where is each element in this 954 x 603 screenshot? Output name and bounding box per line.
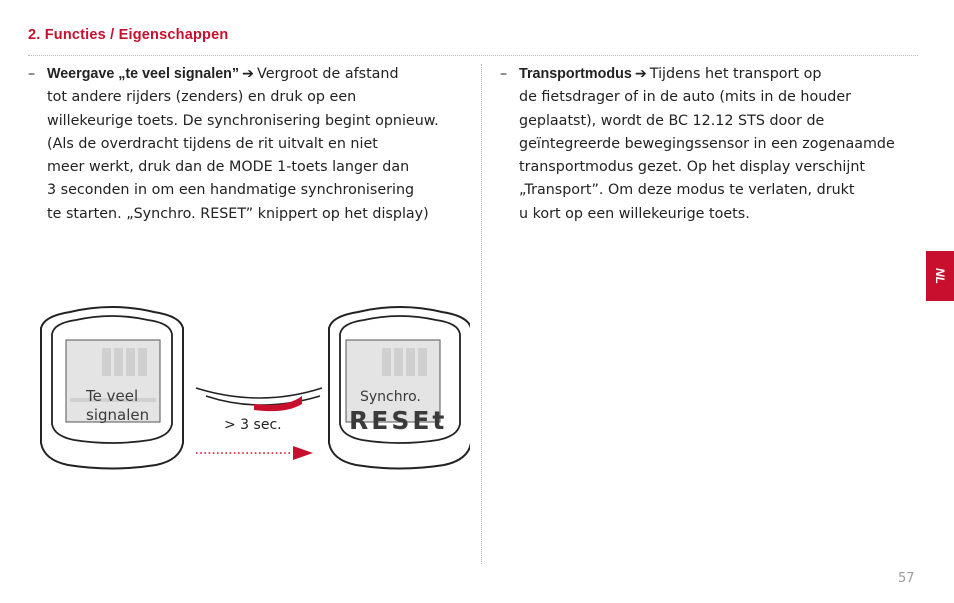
device-2-line-2: RESEt (349, 406, 448, 435)
right-line-3: geïntegreerde bewegingssensor in een zogenaamde (519, 135, 895, 152)
left-column-text (28, 63, 439, 226)
right-line-5: „Transport”. Om deze modus te verlaten, drukt (519, 182, 855, 199)
left-heading: Weergave „te veel signalen” (47, 66, 240, 82)
duration-label: > 3 sec. (224, 417, 282, 433)
list-dash: – (28, 66, 36, 82)
right-line-6: u kort op een willekeurige toets. (519, 205, 750, 222)
list-dash: – (500, 66, 508, 82)
left-line-5: 3 seconden in om een handmatige synchronisering (47, 182, 415, 199)
left-line-3: (Als de overdracht tijdens de rit uitvalt en niet (47, 135, 378, 152)
device-illustration (40, 298, 470, 478)
top-divider (28, 55, 918, 56)
right-line-2: geplaatst), wordt de BC 12.12 STS door de (519, 112, 825, 129)
column-divider (481, 64, 482, 564)
section-title: 2. Functies / Eigenschappen (28, 27, 229, 43)
left-line-2: willekeurige toets. De synchronisering begint opnieuw. (47, 112, 439, 129)
device-1-line-2: signalen (86, 406, 150, 424)
arrow-right-icon: ➔ (634, 66, 647, 82)
left-line-6: te starten. „Synchro. RESET” knippert op het display) (47, 205, 429, 222)
left-line-1: tot andere rijders (zenders) en druk op een (47, 89, 357, 106)
left-line-0-text: Vergroot de afstand (257, 66, 399, 82)
device-2-line-1: Synchro. (360, 389, 421, 405)
left-line-0 (28, 63, 439, 86)
right-line-0 (500, 63, 895, 86)
device-1 (41, 307, 183, 469)
arrow-head-icon (293, 446, 313, 460)
right-column-text (500, 63, 895, 226)
device-1-line-1: Te veel (86, 387, 139, 405)
button-press-icon (196, 388, 322, 411)
left-line-4: meer werkt, druk dan de MODE 1-toets langer dan (47, 159, 410, 176)
arrow-right-icon: ➔ (242, 66, 255, 82)
language-tab-label: NL (933, 268, 947, 284)
right-line-1: de fietsdrager of in de auto (mits in de houder (519, 89, 852, 106)
language-tab (926, 251, 954, 301)
right-line-4: transportmodus gezet. Op het display verschijnt (519, 159, 866, 176)
right-line-0-text: Tijdens het transport op (649, 66, 822, 82)
device-2 (329, 307, 470, 469)
page-number: 57 (898, 571, 915, 586)
right-heading: Transportmodus (519, 66, 632, 82)
